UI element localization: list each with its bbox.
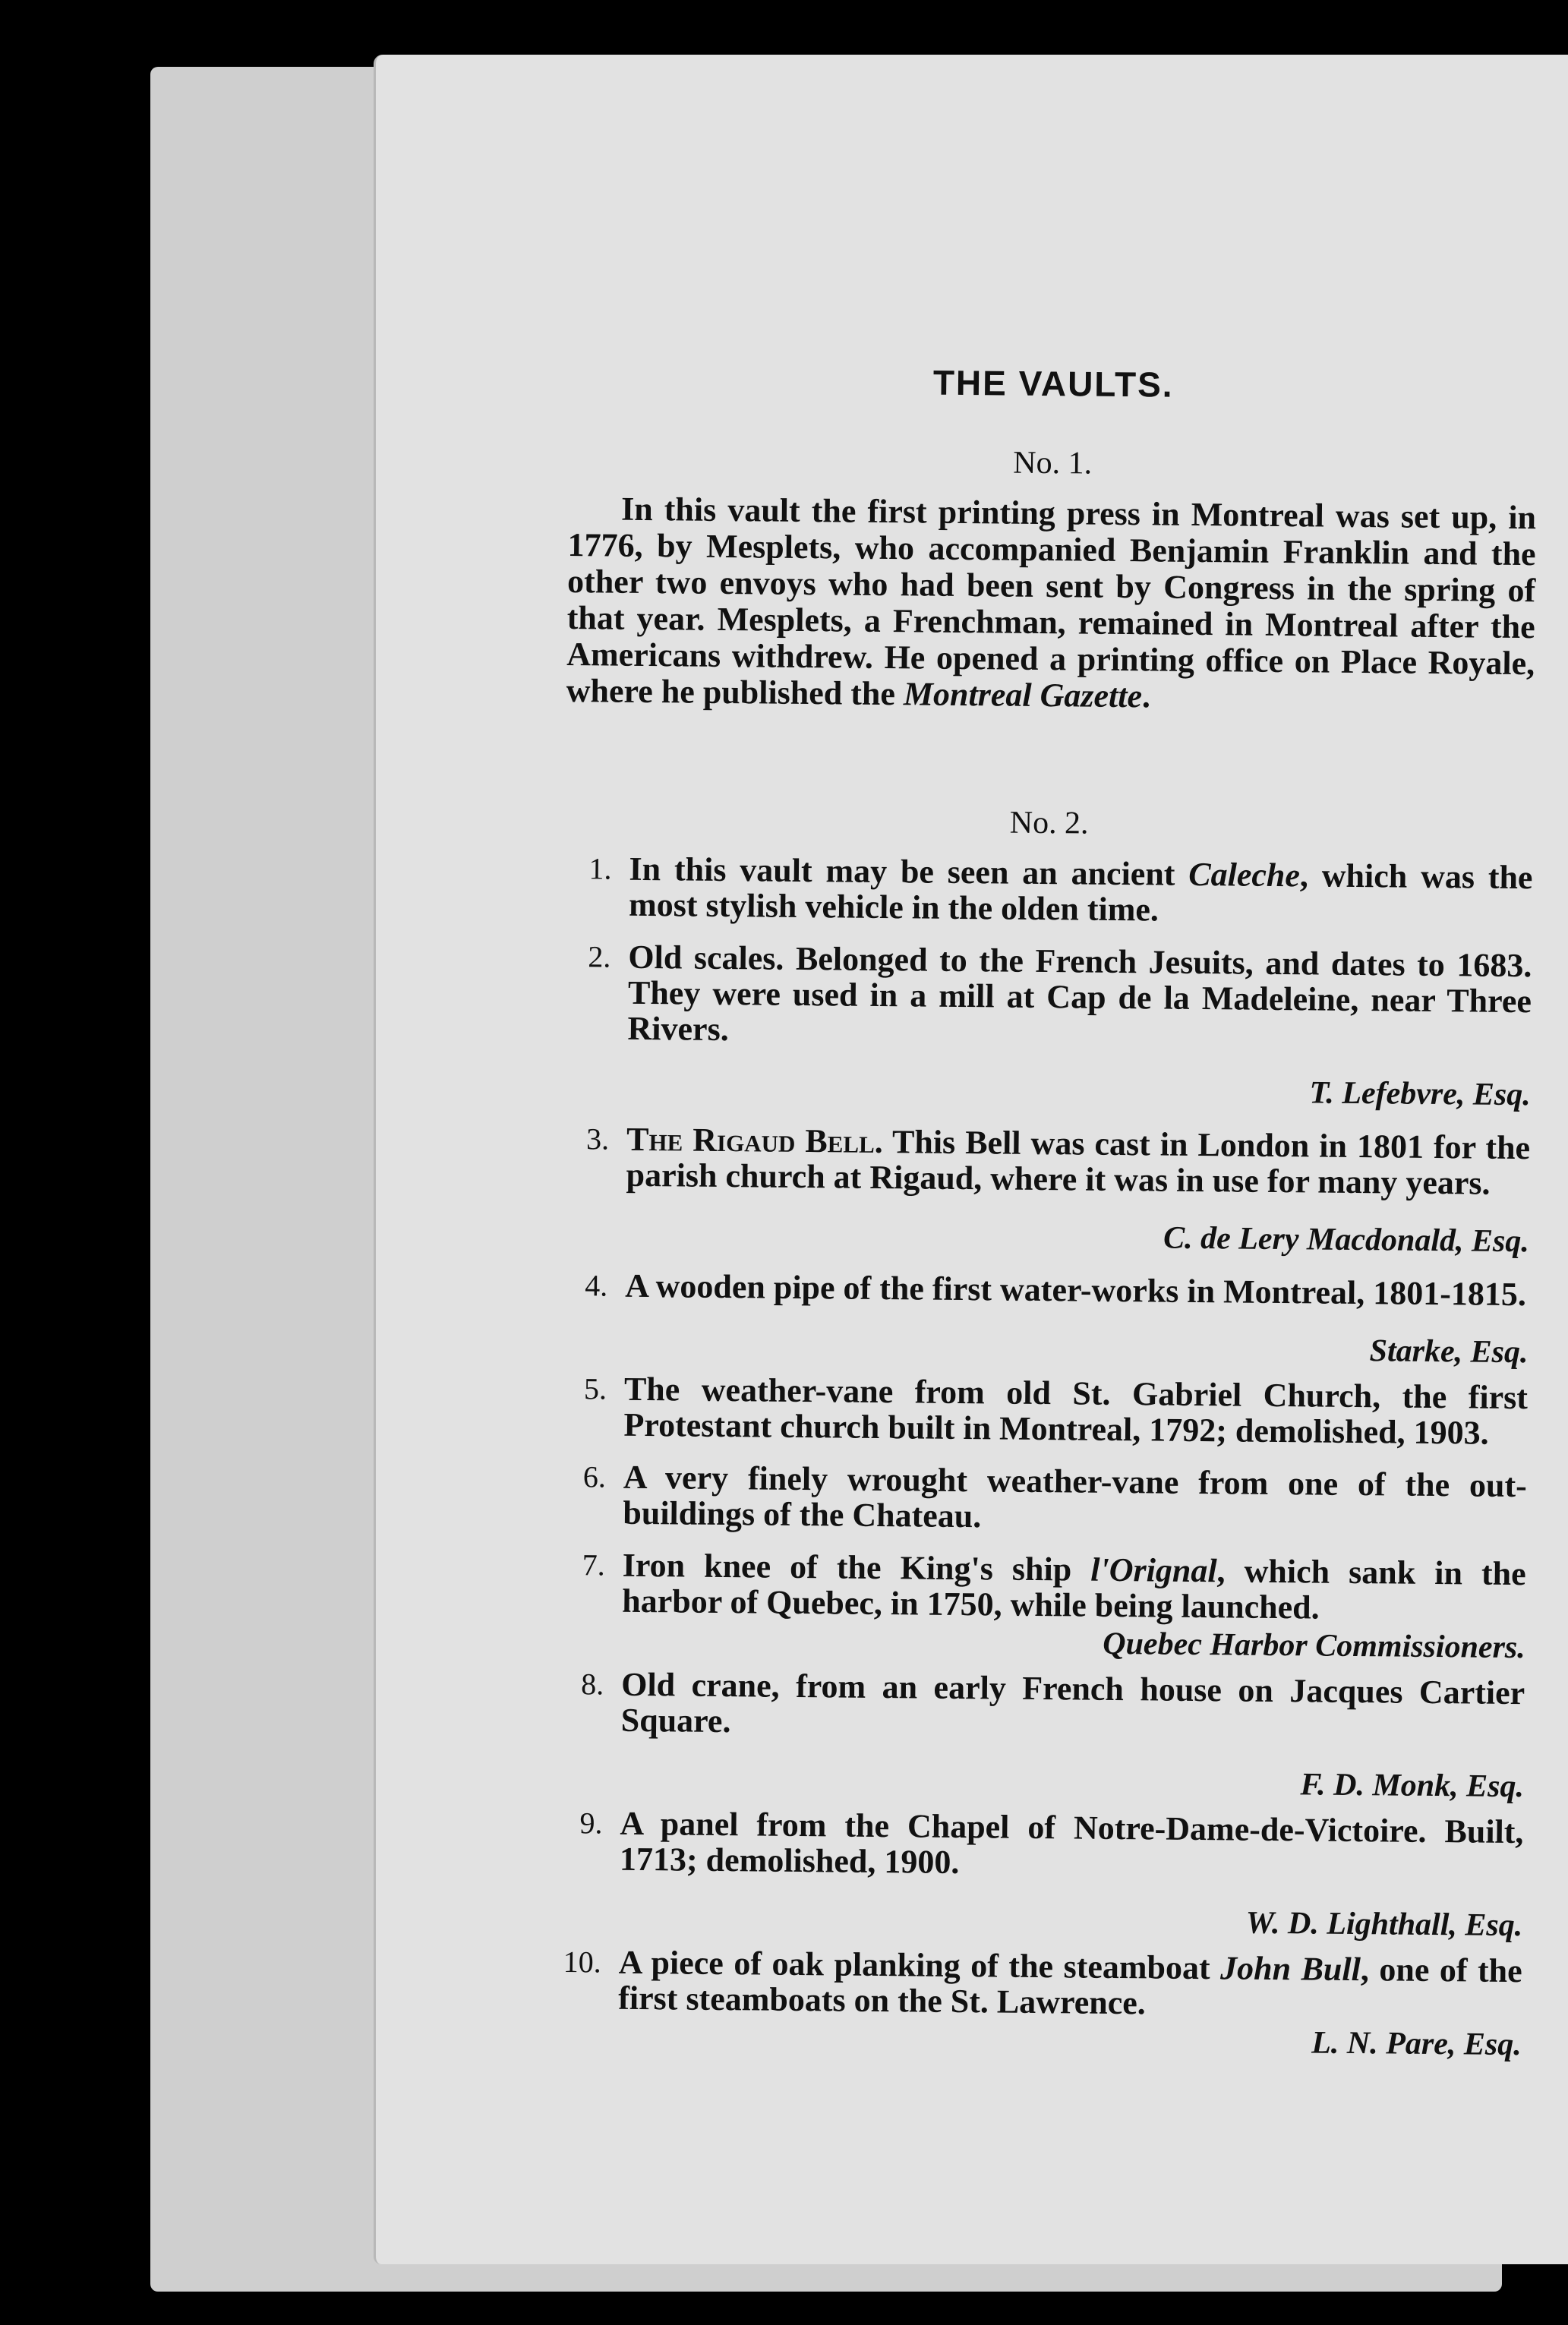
item-number: 9. — [579, 1806, 603, 1841]
item-text — [622, 1547, 1526, 1627]
item-number: 5. — [583, 1371, 607, 1406]
list-item — [558, 1459, 1527, 1539]
vault-1-heading: No. 1. — [1013, 445, 1093, 481]
item-number: 6. — [582, 1459, 607, 1494]
list-item — [561, 1121, 1531, 1260]
donor-credit: T. Lefebvre, Esq. — [1309, 1075, 1531, 1113]
item-number: 7. — [582, 1547, 605, 1582]
vault-2-item-list — [554, 850, 1533, 2063]
list-item — [564, 850, 1533, 931]
item-italic-term: l'Orignal — [1090, 1551, 1217, 1590]
vault-1-text: In this vault the first printing press in Montreal was set up, in 1776, by Mesplets, who accompanied Benjamin Franklin and the other two envoys who had been sent by Congress in the spring of that year. Mesplets, a Frenchman, remained in Montreal after the Americans withdrew. He opened a printing office on Place Royale, where he published the — [566, 490, 1537, 713]
vault-1-paragraph — [566, 491, 1537, 718]
list-item — [557, 1547, 1526, 1666]
donor-credit: Quebec Harbor Commissioners. — [1103, 1626, 1525, 1666]
item-text: A panel from the Chapel of Notre-Dame-de-Victoire. Built, 1713; demolished, 1900. — [619, 1804, 1524, 1882]
vault-1-newspaper-title: Montreal Gazette — [903, 675, 1143, 715]
item-text-part: In this vault may be seen an ancient — [629, 850, 1189, 893]
donor-credit: F. D. Monk, Esq. — [1300, 1767, 1525, 1805]
list-item — [554, 1805, 1524, 1944]
item-text-part: , which was the most stylish vehicle in the olden time. — [628, 856, 1533, 929]
item-text — [629, 851, 1533, 931]
item-number: 8. — [581, 1667, 604, 1702]
list-item — [563, 939, 1532, 1113]
item-number: 1. — [588, 851, 612, 886]
item-number: 4. — [585, 1268, 608, 1303]
donor-credit: Starke, Esq. — [1369, 1333, 1529, 1371]
item-number: 3. — [585, 1121, 610, 1156]
list-item — [556, 1666, 1525, 1805]
list-item — [554, 1944, 1522, 2063]
page-title: THE VAULTS. — [932, 362, 1174, 405]
list-item — [560, 1267, 1529, 1371]
item-text — [618, 1945, 1522, 2024]
donor-credit: C. de Lery Macdonald, Esq. — [1163, 1220, 1530, 1260]
item-text: A wooden pipe of the first water-works in Montreal, 1801-1815. — [625, 1267, 1527, 1314]
item-text-part: , which sank in the harbor of Quebec, in 1750, while being launched. — [622, 1552, 1526, 1626]
item-number: 2. — [588, 939, 611, 974]
donor-credit: W. D. Lighthall, Esq. — [1245, 1905, 1523, 1944]
item-italic-term: Caleche — [1188, 855, 1301, 894]
vault-2-heading: No. 2. — [1009, 805, 1089, 841]
vault-1-text-end: . — [1141, 677, 1151, 715]
page-content — [554, 358, 1538, 2063]
item-text: Old crane, from an early French house on Jacques Cartier Square. — [620, 1665, 1525, 1740]
item-text: A very finely wrought weather-vane from one of the out-buildings of the Chateau. — [623, 1458, 1528, 1535]
item-text — [626, 1121, 1530, 1201]
list-item — [559, 1371, 1528, 1451]
item-text: Old scales. Belonged to the French Jesuits, and dates to 1683. They were used in a mill at Cap de la Madeleine, near Three Rivers. — [627, 938, 1532, 1049]
item-text: The weather-vane from old St. Gabriel Church, the first Protestant church built in Montreal, 1792; demolished, 1903. — [623, 1370, 1529, 1452]
item-caption: The Rigaud Bell. — [626, 1120, 884, 1161]
item-text-part: , one of the first steamboats on the St. Lawrence. — [618, 1951, 1522, 2022]
page — [374, 55, 1568, 2264]
item-italic-term: John Bull — [1219, 1949, 1361, 1989]
item-number: 10. — [563, 1945, 601, 1980]
item-text-part: A piece of oak planking of the steamboat — [618, 1943, 1221, 1987]
item-text-part: This Bell was cast in London in 1801 for the parish church at Rigaud, where it was in use for many years. — [626, 1123, 1531, 1202]
donor-credit: L. N. Pare, Esq. — [1311, 2025, 1522, 2063]
item-text-part: Iron knee of the King's ship — [622, 1546, 1091, 1588]
